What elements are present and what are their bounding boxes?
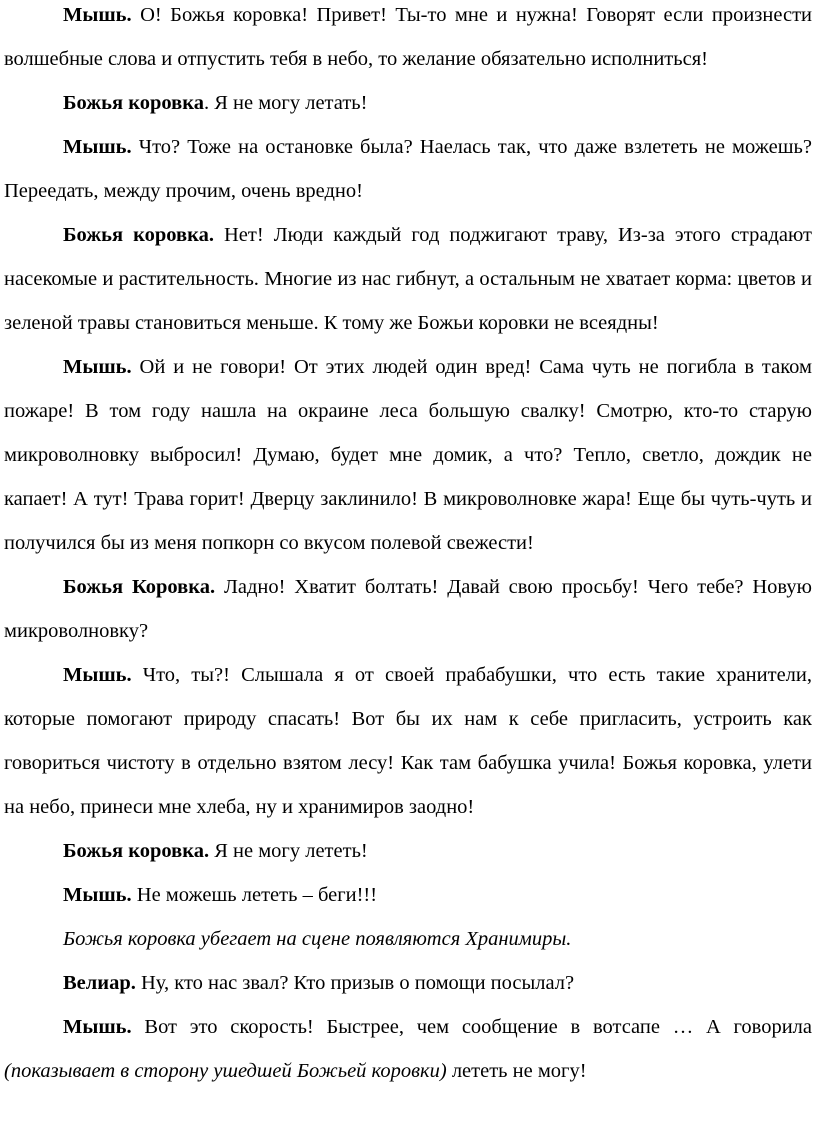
speaker-name: Мышь. [63,4,132,26]
speaker-name: Велиар. [63,972,136,994]
speaker-name: Божья коровка. [63,840,210,862]
paragraph-ladybug-fires [4,213,812,345]
dialogue-text: Ну, кто нас звал? Кто призыв о помощи посылал? [135,972,575,994]
dialogue-text: . Я не могу летать! [203,92,368,114]
speaker-name: Мышь. [63,356,132,378]
paragraph-mouse-overeat [4,125,812,213]
paragraph-ladybug-request [4,565,812,653]
dialogue-text: Что, ты?! Слышала я от своей прабабушки, что есть такие хранители, которые помогают природу спасать! Вот бы их нам к себе пригласить, устроить как говориться чистоту в отдельно взятом лесу! Как там бабушка учила! Божья коровка, улети на небо, принеси мне хлеба, ну и хранимиров заодно! [4,664,812,818]
paragraph-veliar [4,961,812,1005]
paragraph-ladybug-cannot-fly-again [4,829,812,873]
speaker-name: Мышь. [63,664,132,686]
dialogue-text: Я не могу лететь! [209,840,368,862]
stage-direction: Божья коровка убегает на сцене появляются Хранимиры. [63,928,572,950]
paragraph-mouse-speed [4,1005,812,1093]
dialogue-text: Не можешь лететь – беги!!! [131,884,378,906]
paragraph-mouse-greeting [4,0,812,81]
author-remark: (показывает в сторону ушедшей Божьей коровки) [4,1060,447,1082]
dialogue-text: лететь не могу! [446,1060,587,1082]
speaker-name: Божья коровка. [63,224,214,246]
paragraph-mouse-run [4,873,812,917]
speaker-name: Божья коровка [63,92,204,114]
dialogue-text: Нет! Люди каждый год поджигают траву, Из-за этого страдают насекомые и растительность. Многие из нас гибнут, а остальным не хватает корма: цветов и зеленой травы становиться меньше. К тому же Божьи коровки не всеядны! [4,224,813,334]
speaker-name: Божья Коровка. [63,576,216,598]
paragraph-mouse-microwave [4,345,812,565]
dialogue-text: Ладно! Хватит болтать! Давай свою просьбу! Чего тебе? Новую микроволновку? [4,576,812,642]
paragraph-ladybug-cannot-fly [4,81,812,125]
speaker-name: Мышь. [63,1016,132,1038]
speaker-name: Мышь. [63,136,132,158]
dialogue-text: Вот это скорость! Быстрее, чем сообщение в вотсапе … А говорила [131,1016,812,1038]
dialogue-text: Ой и не говори! От этих людей один вред! Сама чуть не погибла в таком пожаре! В том году нашла на окраине леса большую свалку! Смотрю, кто-то старую микроволновку выбросил! Думаю, будет мне домик, а что? Тепло, светло, дождик не капает! А тут! Трава горит! Дверцу заклинило! В микроволновке жара! Еще бы чуть-чуть и получился бы из меня попкорн со вкусом полевой свежести! [4,356,812,554]
speaker-name: Мышь. [63,884,132,906]
paragraph-mouse-guardians [4,653,812,829]
dialogue-text: Что? Тоже на остановке была? Наелась так, что даже взлететь не можешь? Переедать, между прочим, очень вредно! [4,136,812,202]
dialogue-text: О! Божья коровка! Привет! Ты-то мне и нужна! Говорят если произнести волшебные слова и отпустить тебя в небо, то желание обязательно исполниться! [4,4,812,70]
